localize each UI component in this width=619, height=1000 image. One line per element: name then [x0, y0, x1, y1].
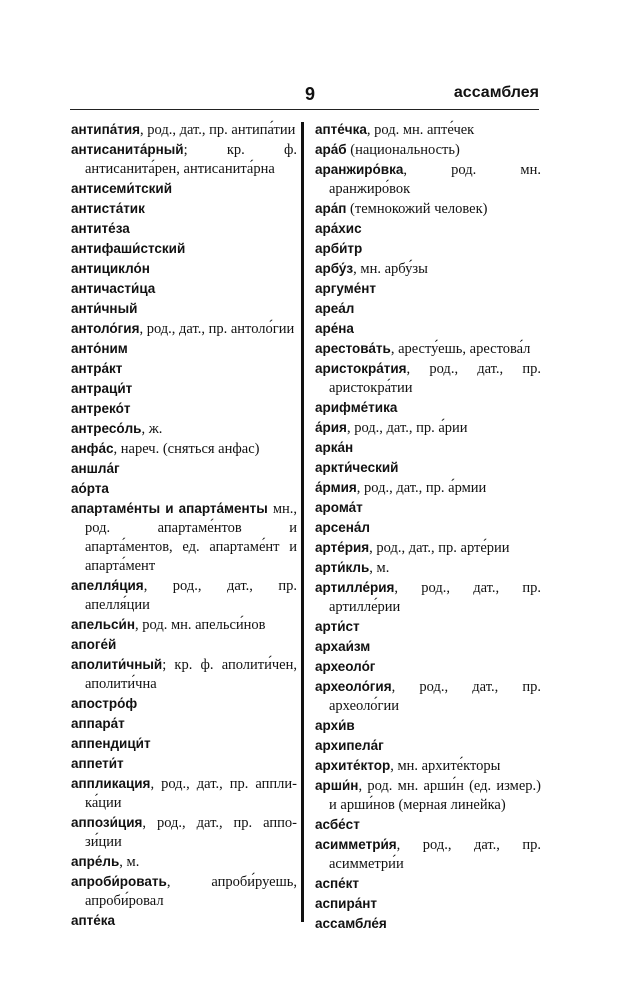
entry-gloss: (темнокожий человек): [346, 201, 488, 217]
dictionary-entry: [71, 379, 297, 399]
running-head: ассамблея: [453, 84, 539, 101]
dictionary-entry: [315, 418, 541, 438]
dictionary-entry: [71, 911, 297, 931]
headword: аппара́т: [71, 716, 125, 731]
entry-gloss: , род., дат., пр. а́рии: [346, 420, 468, 436]
dictionary-entry: [71, 199, 297, 219]
dictionary-entry: [71, 774, 297, 813]
dictionary-entry: [71, 399, 297, 419]
dictionary-entry: [315, 677, 541, 716]
dictionary-entry: [71, 694, 297, 714]
headword: апоге́й: [71, 637, 117, 652]
headword: ао́рта: [71, 481, 109, 496]
headword: аполити́чный: [71, 657, 163, 672]
entry-gloss: , род., дат., пр. аппо-зи́ции: [85, 815, 297, 850]
entry-gloss: , род., дат., пр. антоло́гии: [139, 321, 295, 337]
headword: арка́н: [315, 440, 354, 455]
dictionary-entry: [315, 339, 541, 359]
headword: а́рмия: [315, 480, 357, 495]
headword: анти́чный: [71, 301, 138, 316]
headword: аппети́т: [71, 756, 124, 771]
headword: арсена́л: [315, 520, 371, 535]
headword: апроби́ровать: [71, 874, 167, 889]
headword: ара́б: [315, 142, 347, 157]
entry-gloss: , род. мн. апте́чек: [366, 122, 475, 138]
dictionary-entry: [71, 140, 297, 179]
headword: апте́чка: [315, 122, 367, 137]
dictionary-entry: [315, 160, 541, 199]
dictionary-entry: [315, 120, 541, 140]
dictionary-entry: [71, 479, 297, 499]
entry-gloss: (национальность): [346, 142, 460, 158]
left-column: [71, 120, 297, 931]
dictionary-entry: [71, 239, 297, 259]
entry-gloss: , род., дат., пр. артилле́рии: [329, 580, 541, 615]
dictionary-entry: [315, 657, 541, 677]
entry-gloss: , род., дат., пр. а́рмии: [356, 480, 487, 496]
headword: аргуме́нт: [315, 281, 376, 296]
dictionary-entry: [315, 498, 541, 518]
dictionary-entry: [71, 813, 297, 852]
headword: архи́в: [315, 718, 355, 733]
headword: апре́ль: [71, 854, 120, 869]
dictionary-entry: [71, 219, 297, 239]
page-number: 9: [304, 84, 315, 104]
dictionary-entry: [315, 239, 541, 259]
headword: антра́кт: [71, 361, 123, 376]
dictionary-entry: [315, 578, 541, 617]
headword: аспира́нт: [315, 896, 377, 911]
dictionary-entry: [71, 635, 297, 655]
headword: арестова́ть: [315, 341, 391, 356]
headword: археоло́гия: [315, 679, 392, 694]
headword: апте́ка: [71, 913, 116, 928]
headword: ассамбле́я: [315, 916, 387, 931]
dictionary-entry: [315, 299, 541, 319]
dictionary-entry: [71, 499, 297, 576]
headword: аристокра́тия: [315, 361, 407, 376]
headword: апартаме́нты и aпарта́менты: [71, 501, 268, 516]
headword: аркти́ческий: [315, 460, 399, 475]
headword: антраци́т: [71, 381, 133, 396]
dictionary-entry: [315, 398, 541, 418]
dictionary-entry: [71, 419, 297, 439]
dictionary-entry: [71, 179, 297, 199]
dictionary-entry: [71, 576, 297, 615]
dictionary-entry: [315, 478, 541, 498]
dictionary-entry: [71, 439, 297, 459]
dictionary-entry: [71, 259, 297, 279]
headword: аппози́ция: [71, 815, 143, 830]
dictionary-entry: [315, 219, 541, 239]
dictionary-entry: [315, 199, 541, 219]
headword: аре́на: [315, 321, 354, 336]
dictionary-entry: [315, 538, 541, 558]
headword: антреко́т: [71, 401, 131, 416]
dictionary-entry: [71, 734, 297, 754]
headword: апостро́ф: [71, 696, 138, 711]
headword: анфа́с: [71, 441, 114, 456]
headword: арти́кль: [315, 560, 370, 575]
dictionary-entry: [315, 140, 541, 160]
headword: арби́тр: [315, 241, 363, 256]
dictionary-entry: [315, 835, 541, 874]
dictionary-entry: [315, 518, 541, 538]
entry-gloss: , род. мн. арши́н (ед. измер.) и арши́нов (мерная линейка): [329, 778, 541, 813]
dictionary-entry: [71, 852, 297, 872]
page-header: [70, 84, 539, 108]
headword: а́рия: [315, 420, 347, 435]
dictionary-entry: [315, 359, 541, 398]
headword: ареа́л: [315, 301, 355, 316]
dictionary-entry: [71, 714, 297, 734]
headword: антипа́тия: [71, 122, 141, 137]
headword: антицикло́н: [71, 261, 150, 276]
headword: ара́п: [315, 201, 347, 216]
dictionary-entry: [315, 558, 541, 578]
entry-gloss: мн., род. апартаме́нтов и апарта́ментов, ед. апартаме́нт и апарта́мент: [85, 501, 297, 574]
headword: артилле́рия: [315, 580, 395, 595]
headword: арши́н: [315, 778, 359, 793]
entry-gloss: , м.: [369, 560, 390, 576]
headword: археоло́г: [315, 659, 376, 674]
headword: архите́ктор: [315, 758, 391, 773]
headword: аппликация: [71, 776, 151, 791]
entry-gloss: , род. мн. апельси́нов: [135, 617, 266, 633]
headword: античасти́ца: [71, 281, 156, 296]
entry-gloss: ; кр. ф. аполити́чен, аполити́чна: [85, 657, 297, 692]
headword: архаи́зм: [315, 639, 371, 654]
headword: арифме́тика: [315, 400, 398, 415]
headword: антите́за: [71, 221, 130, 236]
entry-gloss: , мн. арбу́зы: [353, 261, 428, 277]
headword: асбе́ст: [315, 817, 360, 832]
dictionary-entry: [315, 458, 541, 478]
dictionary-entry: [315, 637, 541, 657]
headword: анто́ним: [71, 341, 128, 356]
entry-gloss: , ж.: [141, 421, 163, 437]
dictionary-entry: [71, 872, 297, 911]
dictionary-entry: [315, 776, 541, 815]
headword: асимметри́я: [315, 837, 397, 852]
dictionary-entry: [315, 914, 541, 934]
dictionary-entry: [71, 615, 297, 635]
headword: архипела́г: [315, 738, 384, 753]
headword: аспе́кт: [315, 876, 360, 891]
dictionary-entry: [315, 756, 541, 776]
headword: аппендици́т: [71, 736, 151, 751]
headword: антресо́ль: [71, 421, 142, 436]
headword: арбу́з: [315, 261, 354, 276]
dictionary-entry: [315, 736, 541, 756]
dictionary-entry: [315, 617, 541, 637]
entry-gloss: , мн. архите́кторы: [390, 758, 501, 774]
headword: арти́ст: [315, 619, 360, 634]
dictionary-entry: [315, 815, 541, 835]
entry-gloss: , род., дат., пр. антипа́тии: [140, 122, 296, 138]
dictionary-entry: [315, 894, 541, 914]
entry-gloss: , род., дат., пр. арте́рии: [369, 540, 510, 556]
headword: антифаши́стский: [71, 241, 186, 256]
entry-gloss: , род., дат., пр. аристокра́тии: [329, 361, 541, 396]
dictionary-entry: [71, 359, 297, 379]
entry-gloss: , род., дат., пр. аппли-ка́ции: [85, 776, 297, 811]
dictionary-entry: [315, 874, 541, 894]
entry-gloss: , род., дат., пр. апелля́ции: [85, 578, 297, 613]
entry-gloss: , м.: [119, 854, 140, 870]
entry-gloss: , род., дат., пр. асимметри́и: [329, 837, 541, 872]
dictionary-entry: [71, 120, 297, 140]
column-divider: [301, 122, 304, 922]
right-column: [315, 120, 541, 934]
dictionary-entry: [315, 716, 541, 736]
dictionary-entry: [315, 259, 541, 279]
dictionary-entry: [71, 279, 297, 299]
dictionary-entry: [71, 655, 297, 694]
dictionary-entry: [71, 339, 297, 359]
dictionary-entry: [71, 319, 297, 339]
dictionary-entry: [315, 319, 541, 339]
entry-gloss: , род. мн. аранжиро́вок: [329, 162, 541, 197]
dictionary-entry: [315, 438, 541, 458]
headword: антисанита́рный: [71, 142, 184, 157]
headword: арте́рия: [315, 540, 370, 555]
entry-gloss: , аресту́ешь, арестова́л: [390, 341, 531, 357]
headword: арома́т: [315, 500, 363, 515]
headword: антоло́гия: [71, 321, 140, 336]
header-rule: [70, 109, 539, 110]
headword: аранжиро́вка: [315, 162, 404, 177]
dictionary-entry: [71, 459, 297, 479]
entry-gloss: ; кр. ф. антисанита́рен, антисанита́рна: [85, 142, 297, 177]
entry-gloss: , род., дат., пр. археоло́гии: [329, 679, 541, 714]
headword: апелля́ция: [71, 578, 144, 593]
dictionary-entry: [71, 299, 297, 319]
entry-gloss: , нареч. (сняться анфас): [113, 441, 260, 457]
headword: ара́хис: [315, 221, 362, 236]
headword: апельси́н: [71, 617, 136, 632]
headword: антиста́тик: [71, 201, 145, 216]
dictionary-entry: [71, 754, 297, 774]
dictionary-entry: [315, 279, 541, 299]
headword: аншла́г: [71, 461, 120, 476]
headword: антисеми́тский: [71, 181, 172, 196]
entry-gloss: , апроби́руешь, апроби́ровал: [85, 874, 297, 909]
